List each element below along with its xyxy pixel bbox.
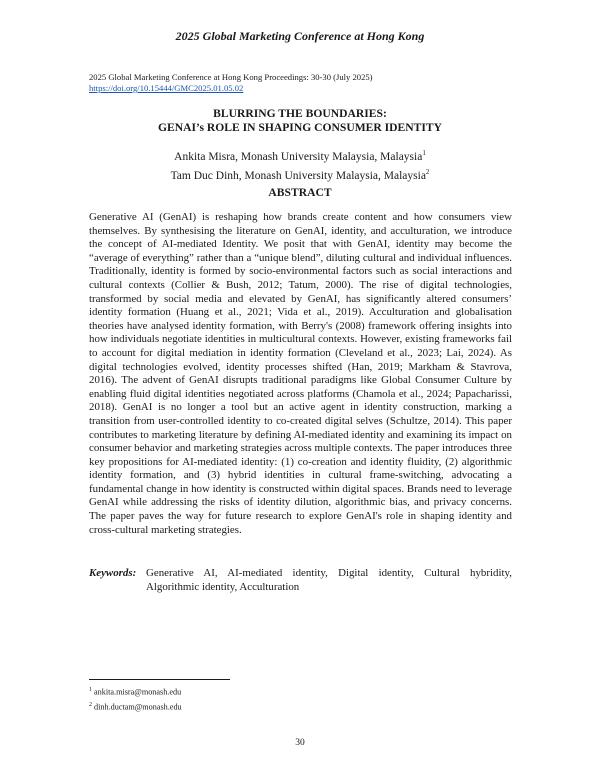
proceedings-info: [89, 72, 373, 94]
title-line-2: GENAI’s ROLE IN SHAPING CONSUMER IDENTITY: [158, 121, 442, 134]
title-line-1: BLURRING THE BOUNDARIES:: [213, 107, 387, 120]
footnote-divider: [89, 679, 230, 680]
keywords-label: Keywords:: [89, 567, 137, 579]
keywords: [89, 567, 512, 594]
author-1-text: Ankita Misra, Monash University Malaysia, Malaysia: [174, 150, 423, 163]
keywords-text: Generative AI, AI-mediated identity, Digital identity, Cultural hybridity, Algorithmic identity, Acculturation: [146, 567, 512, 593]
footnote-2-email: dinh.ductam@monash.edu: [94, 702, 182, 712]
author-list: [0, 146, 600, 184]
abstract-body: Generative AI (GenAI) is reshaping how brands create content and how consumers view themselves. By synthesising the literature on GenAI, identity, and acculturation, we introduce the concept of AI-mediated Identity. We posit that with GenAI, identity may become the “average of everything” rather than a “unique blend”, diluting cultural and individual influences. Traditionally, identity is formed by socio-environmental factors such as social interactions and cultural contexts (Collier & Bush, 2012; Tatum, 2000). The rise of digital technologies, transformed by social media and elevated by GenAI, has significantly altered consumers’ identity formation (Huang et al., 2021; Vida et al., 2019). Acculturation and globalisation theories have analysed identity formation, with Berry's (2008) framework offering insights into how individuals negotiate identities in multicultural contexts. However, existing frameworks fail to account for digital mediation in identity formation (Cleveland et al., 2023; Lai, 2024). As digital technologies evolved, identity processes shifted (Han, 2019; Markham & Stavrova, 2016). The advent of GenAI disrupts traditional paradigms like Global Consumer Culture by enabling fluid digital identities negotiated across platforms (Chamola et al., 2024; Papacharissi, 2018). GenAI is no longer a tool but an active agent in identity construction, marking a transition from user-controlled identity to co-created digital selves (Schultze, 2014). This paper contributes to marketing literature by defining AI-mediated identity and examining its impact on consumer behavior and marketing strategies across multiple contexts. The paper introduces three key propositions for AI-mediated identity: (1) co-creation and identity fluidity, (2) algorithmic identity formation, and (3) hybrid identities in cultural frame-switching, advocating a fundamental change in how identity is constructed within digital spaces. Brands need to leverage GenAI while addressing the risks of identity dilution, algorithmic bias, and privacy concerns. The paper paves the way for future research to explore GenAI's role in shaping identity and cross-cultural marketing strategies.: [89, 211, 512, 536]
author-1: [0, 146, 600, 165]
footnote-1: [89, 684, 182, 699]
footnote-1-email: ankita.misra@monash.edu: [94, 687, 182, 697]
doi-link[interactable]: https://doi.org/10.15444/GMC2025.01.05.02: [89, 83, 244, 93]
author-1-mark: 1: [422, 149, 426, 157]
page-number: 30: [295, 738, 305, 748]
footnotes: [89, 684, 182, 713]
paper-title: [0, 107, 600, 135]
author-2-text: Tam Duc Dinh, Monash University Malaysia, Malaysia: [170, 169, 426, 182]
footnote-2-mark: 2: [89, 701, 92, 708]
running-header: 2025 Global Marketing Conference at Hong Kong: [175, 29, 425, 43]
author-2: [0, 165, 600, 184]
author-2-mark: 2: [425, 167, 430, 176]
abstract-heading: ABSTRACT: [268, 186, 332, 199]
proceedings-citation: 2025 Global Marketing Conference at Hong Kong Proceedings: 30-30 (July 2025): [89, 72, 373, 82]
footnote-1-mark: 1: [89, 687, 92, 693]
footnote-2: [89, 699, 182, 714]
